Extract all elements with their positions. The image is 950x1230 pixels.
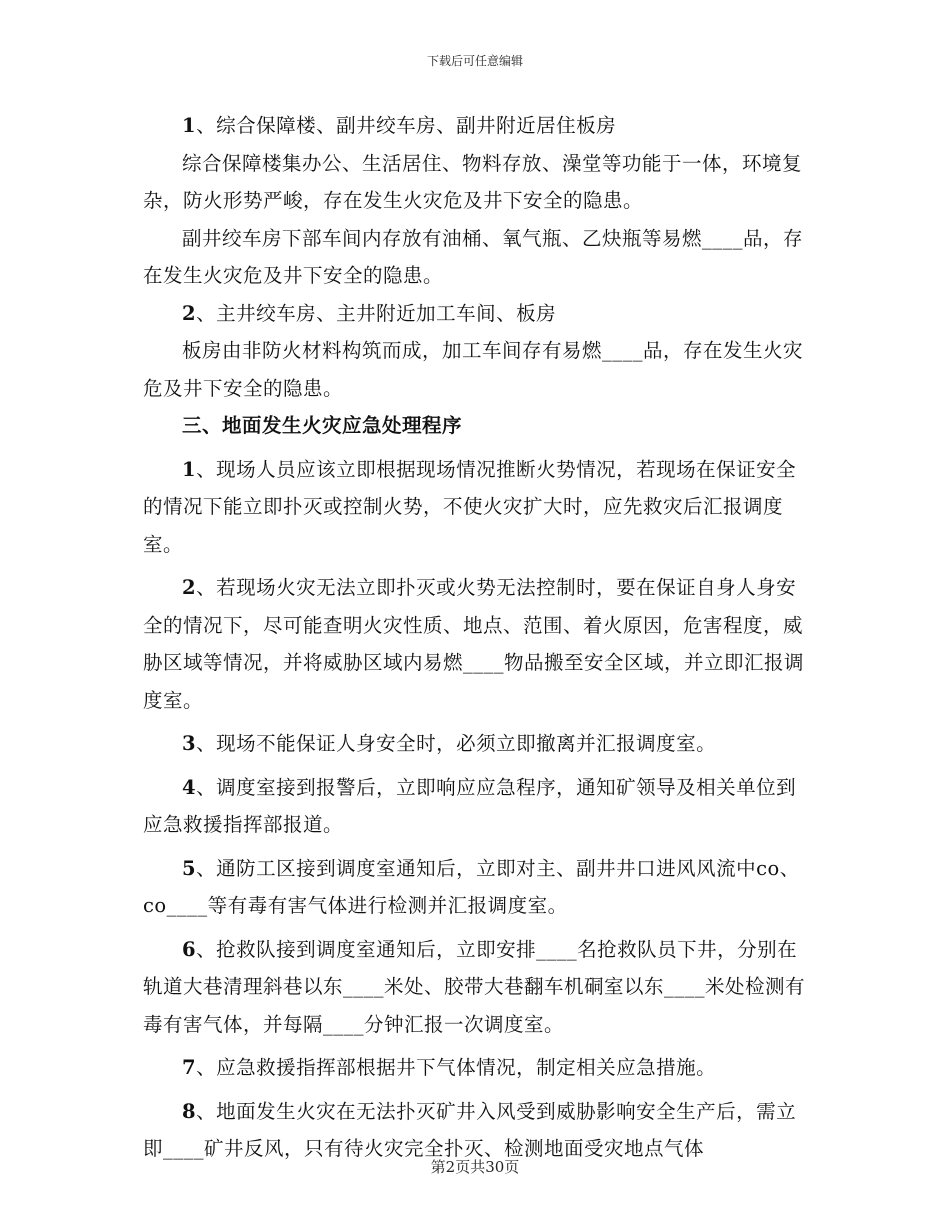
paragraph: 副井绞车房下部车间内存放有油桶、氧气瓶、乙炔瓶等易燃____品，存在发生火灾危及井下安全的隐患。 <box>143 226 804 287</box>
step-number: 2 <box>182 576 197 599</box>
step-item <box>143 769 807 844</box>
step-text: 、抢救队接到调度室通知后，立即安排____名抢救队员下井，分别在轨道大巷清理斜巷以东____米处、胶带大巷翻车机硐室以东____米处检测有毒有害气体，并每隔____分钟汇报一次调度室。 <box>143 937 806 1036</box>
list-item <box>143 295 807 333</box>
step-number: 7 <box>182 1056 197 1079</box>
step-number: 6 <box>182 937 197 961</box>
paragraph: 板房由非防火材料构筑而成，加工车间存有易燃____品，存在发生火灾危及井下安全的隐患。 <box>143 339 804 400</box>
step-item <box>143 931 807 1044</box>
step-number: 1 <box>182 457 197 481</box>
item-text: 、主井绞车房、主井附近加工车间、板房 <box>196 301 557 325</box>
step-number: 4 <box>182 775 197 799</box>
section-heading: 三、地面发生火灾应急处理程序 <box>182 414 463 437</box>
page-header: 下载后可任意编辑 <box>426 54 523 68</box>
step-item <box>143 569 807 719</box>
step-item <box>143 451 807 564</box>
list-item <box>143 107 807 145</box>
document-body <box>143 107 807 1168</box>
item-text: 、综合保障楼、副井绞车房、副井附近居住板房 <box>196 114 617 137</box>
step-text: 、调度室接到报警后，立即响应应急程序，通知矿领导及相关单位到应急救援指挥部报道。 <box>143 775 797 836</box>
step-number: 8 <box>182 1099 197 1123</box>
step-number: 5 <box>182 856 197 880</box>
step-item <box>143 725 807 763</box>
step-text: 、现场不能保证人身安全时，必须立即撤离并汇报调度室。 <box>196 732 717 755</box>
step-text: 、若现场火灾无法立即扑灭或火势无法控制时，要在保证自身人身安全的情况下，尽可能查明火灾性质、地点、范围、着火原因，危害程度，威胁区域等情况，并将威胁区域内易燃____物品搬至安全区域，并立即汇报调度室。 <box>143 576 805 712</box>
step-number: 3 <box>182 732 197 755</box>
step-text: 、地面发生火灾在无法扑灭矿井入风受到威胁影响安全生产后，需立即____矿井反风，只有待火灾完全扑灭、检测地面受灾地点气体 <box>143 1099 797 1160</box>
item-number: 1 <box>182 114 197 137</box>
page-footer: 第2页共30页 <box>430 1158 520 1176</box>
step-text: 、现场人员应该立即根据现场情况推断火势情况，若现场在保证安全的情况下能立即扑灭或控制火势，不使火灾扩大时，应先救灾后汇报调度室。 <box>143 457 797 556</box>
step-item <box>143 850 807 925</box>
paragraph: 综合保障楼集办公、生活居住、物料存放、澡堂等功能于一体，环境复杂，防火形势严峻，存在发生火灾危及井下安全的隐患。 <box>143 151 803 212</box>
step-text: 、通防工区接到调度室通知后，立即对主、副井井口进风风流中co、co____等有毒有害气体进行检测并汇报调度室。 <box>143 856 800 917</box>
item-number: 2 <box>182 301 197 325</box>
step-item <box>143 1049 807 1087</box>
step-text: 、应急救援指挥部根据井下气体情况，制定相关应急措施。 <box>196 1056 717 1079</box>
